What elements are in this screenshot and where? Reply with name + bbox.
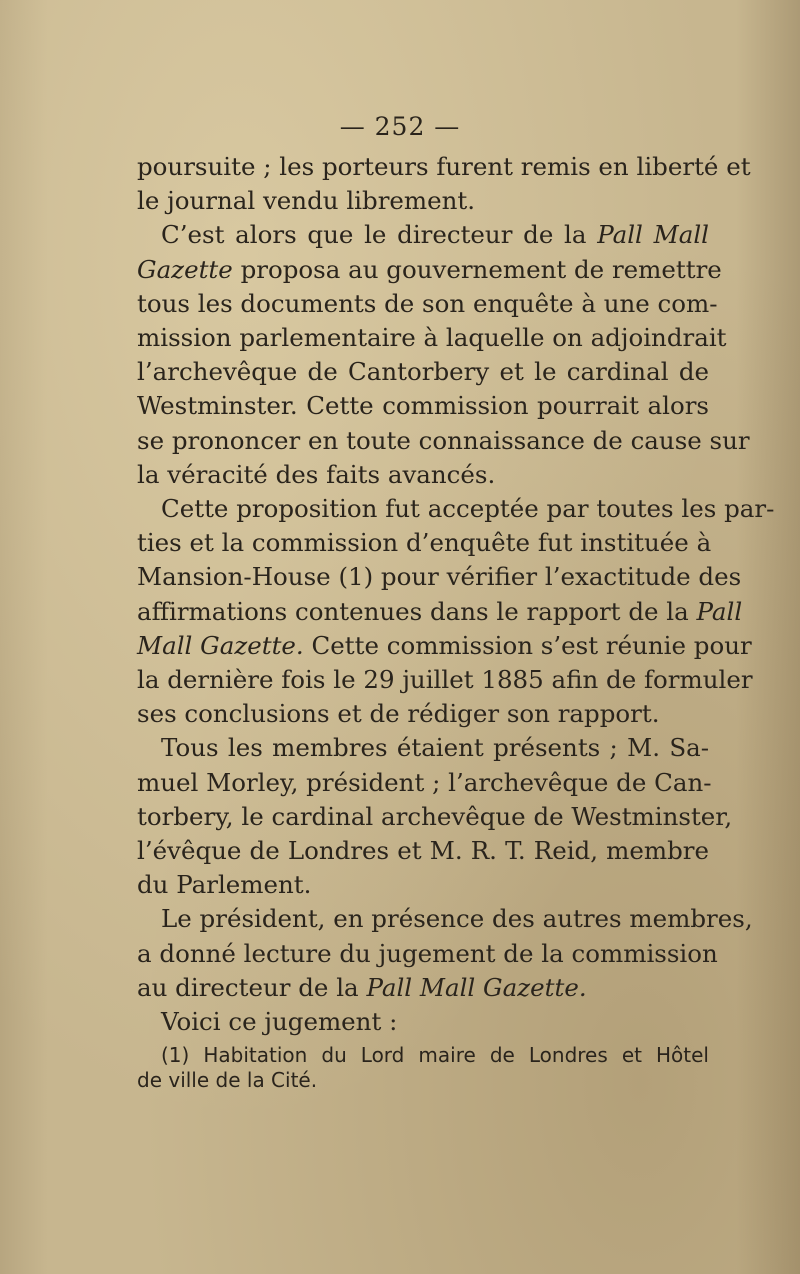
text-line: affirmations contenues dans le rapport de la Pall <box>137 596 743 626</box>
newspaper-title: Pall <box>696 596 743 626</box>
newspaper-title: Pall Mall <box>597 220 709 250</box>
text-line: ties et la commission d’enquête fut instituée à <box>137 528 712 558</box>
newspaper-title: Pall Mall Gazette. <box>366 972 587 1002</box>
text-line: Westminster. Cette commission pourrait alors <box>137 391 709 421</box>
text-line: C’est alors que le directeur de la Pall Mall <box>161 220 709 250</box>
text-line: l’archevêque de Cantorbery et le cardinal de <box>137 357 709 387</box>
text-line: du Parlement. <box>137 870 312 900</box>
text-line: la dernière fois le 29 juillet 1885 afin de formuler <box>137 665 753 695</box>
text-line: torbery, le cardinal archevêque de Westminster, <box>137 801 733 831</box>
text-line: Mall Gazette. Cette commission s’est réunie pour <box>137 630 752 660</box>
text-line: Gazette proposa au gouvernement de remettre <box>137 254 722 284</box>
page-number: — 252 — <box>339 112 461 141</box>
text-line: poursuite ; les porteurs furent remis en liberté et <box>137 152 751 181</box>
text-line: au directeur de la Pall Mall Gazette. <box>137 972 587 1002</box>
text-line: ses conclusions et de rédiger son rapport. <box>137 699 660 729</box>
footnote-line: de ville de la Cité. <box>137 1068 318 1092</box>
text-line: la véracité des faits avancés. <box>137 459 496 489</box>
text-line: mission parlementaire à laquelle on adjoindrait <box>137 323 727 353</box>
newspaper-title: Mall Gazette. <box>137 630 304 660</box>
text-line: Tous les membres étaient présents ; M. Sa- <box>161 733 709 763</box>
text-line: a donné lecture du jugement de la commission <box>137 938 718 968</box>
footnote <box>137 1043 709 1093</box>
text-line: se prononcer en toute connaissance de cause sur <box>137 425 750 455</box>
text-line: Voici ce jugement : <box>161 1007 398 1037</box>
text-line: le journal vendu librement. <box>137 186 476 216</box>
text-line: Mansion-House (1) pour vérifier l’exactitude des <box>137 562 742 592</box>
newspaper-title: Gazette <box>137 254 233 284</box>
text-line: l’évêque de Londres et M. R. T. Reid, membre <box>137 836 709 866</box>
text-line: muel Morley, président ; l’archevêque de Can- <box>137 767 712 797</box>
text-line: tous les documents de son enquête à une com- <box>137 288 718 318</box>
body-text <box>137 150 775 1039</box>
text-line: Le président, en présence des autres membres, <box>161 904 753 934</box>
text-line: Cette proposition fut acceptée par toutes les par- <box>161 494 775 524</box>
footnote-line: (1) Habitation du Lord maire de Londres et Hôtel <box>161 1043 709 1067</box>
